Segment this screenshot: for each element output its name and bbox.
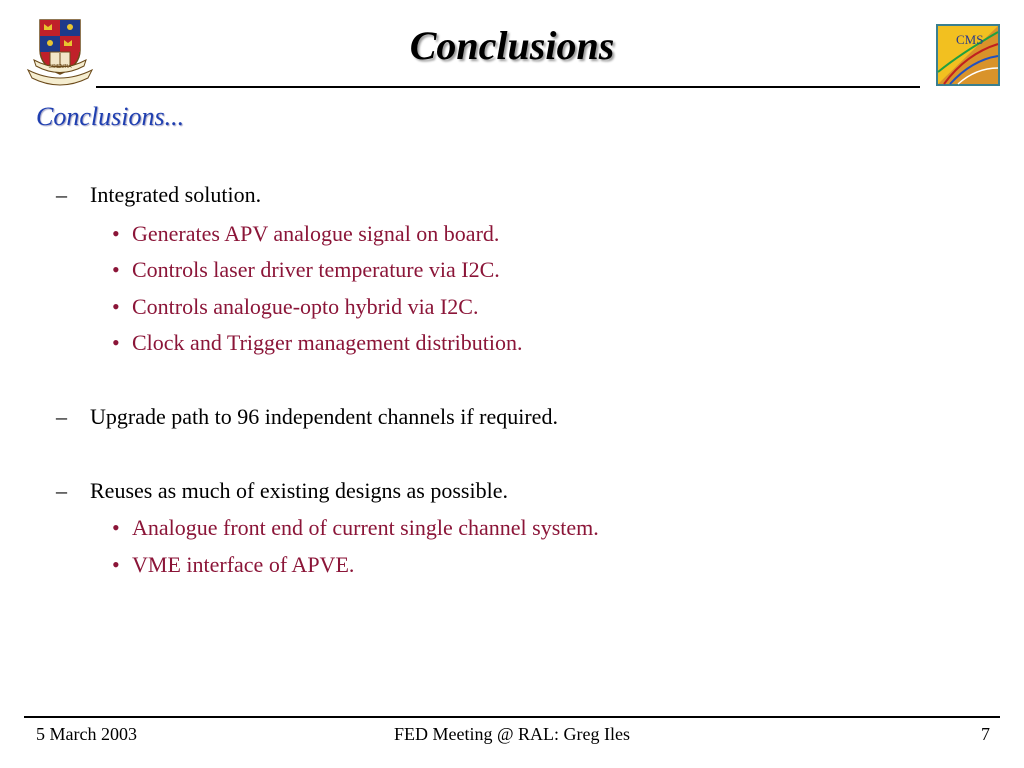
dash-marker: – — [56, 404, 67, 429]
bullet-marker: • — [112, 515, 120, 540]
slide-title: Conclusions — [409, 23, 615, 68]
cms-logo-text: CMS — [956, 32, 984, 47]
dash-marker: – — [56, 478, 67, 503]
bullet-marker: • — [112, 552, 120, 577]
cms-logo — [936, 24, 1000, 86]
sub-list-item-text: Generates APV analogue signal on board. — [132, 221, 500, 246]
sub-list-item — [112, 552, 354, 578]
page-number: 7 — [981, 724, 990, 744]
footer-center-text: FED Meeting @ RAL: Greg Iles — [393, 724, 631, 744]
sub-list-item — [112, 294, 478, 320]
list-item — [56, 404, 558, 430]
sub-list-item-text: Controls analogue-opto hybrid via I2C. — [132, 294, 479, 319]
sub-list-item — [112, 515, 599, 541]
sub-list-item-text: Clock and Trigger management distribution. — [132, 330, 523, 355]
list-item-text: Upgrade path to 96 independent channels if required. — [90, 404, 558, 429]
sub-list-item — [112, 330, 522, 356]
sub-list-item — [112, 221, 499, 247]
title-divider — [96, 86, 920, 88]
sub-list-item — [112, 257, 500, 283]
sub-list-item-text: Analogue front end of current single channel system. — [132, 515, 599, 540]
footer-divider — [24, 716, 1000, 718]
footer-date: 5 March 2003 — [36, 724, 137, 744]
slide-subtitle: Conclusions... — [36, 102, 185, 131]
list-item — [56, 182, 261, 208]
list-item-text: Integrated solution. — [90, 182, 262, 207]
list-item — [56, 478, 508, 504]
dash-marker: – — [56, 182, 67, 207]
sub-list-item-text: Controls laser driver temperature via I2C. — [132, 257, 500, 282]
sub-list-item-text: VME interface of APVE. — [132, 552, 355, 577]
bullet-marker: • — [112, 294, 120, 319]
list-item-text: Reuses as much of existing designs as possible. — [90, 478, 508, 503]
crest-scroll-text: SCIENTIA — [48, 64, 72, 70]
bullet-marker: • — [112, 221, 120, 246]
bullet-marker: • — [112, 330, 120, 355]
bullet-marker: • — [112, 257, 120, 282]
